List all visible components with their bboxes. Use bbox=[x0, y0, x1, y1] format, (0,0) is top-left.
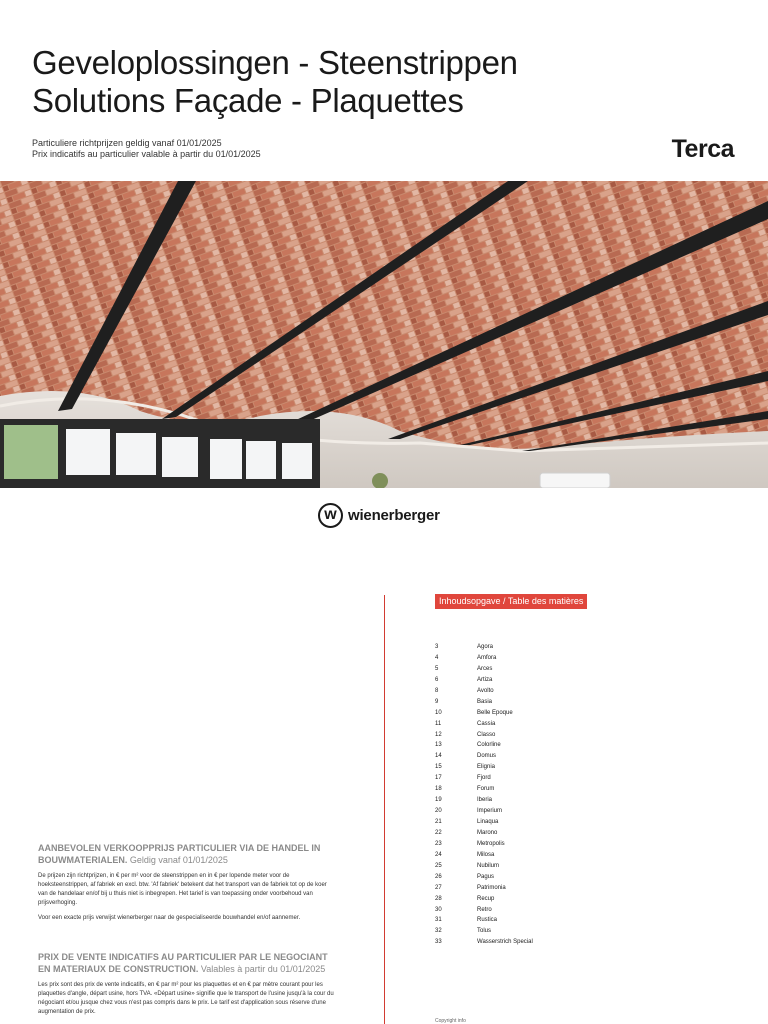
toc-page-number: 8 bbox=[435, 687, 439, 694]
toc-page-number: 14 bbox=[435, 753, 442, 760]
footer-note: Copyright info bbox=[435, 1018, 466, 1024]
toc-item[interactable] bbox=[435, 664, 533, 675]
toc-page-number: 31 bbox=[435, 917, 442, 924]
toc-page-number: 21 bbox=[435, 819, 442, 825]
toc-page-number: 24 bbox=[435, 851, 442, 858]
toc-item-name: Pagus bbox=[477, 873, 495, 880]
toc-item[interactable] bbox=[435, 828, 533, 839]
toc-item[interactable] bbox=[435, 905, 533, 916]
toc-item-name: Amfora bbox=[477, 654, 497, 661]
wienerberger-logo bbox=[318, 502, 440, 528]
toc-item[interactable] bbox=[435, 730, 533, 741]
toc-item[interactable] bbox=[435, 872, 533, 883]
nl-heading bbox=[38, 842, 338, 866]
toc-item[interactable] bbox=[435, 806, 533, 817]
toc-page-number: 4 bbox=[435, 654, 439, 661]
toc-page-number: 23 bbox=[435, 840, 442, 847]
toc-item[interactable] bbox=[435, 817, 533, 828]
toc-page-number: 33 bbox=[435, 939, 442, 946]
toc-page-number: 3 bbox=[435, 644, 439, 650]
nl-heading-validity: Geldig vanaf 01/01/2025 bbox=[129, 855, 228, 865]
toc-item[interactable] bbox=[435, 784, 533, 795]
toc-page-number: 25 bbox=[435, 862, 442, 869]
toc-item[interactable] bbox=[435, 883, 533, 894]
toc-item[interactable] bbox=[435, 850, 533, 861]
toc-item[interactable] bbox=[435, 686, 533, 697]
toc-page-number: 22 bbox=[435, 829, 442, 836]
column-divider bbox=[384, 595, 385, 1024]
toc-item-name: Arces bbox=[477, 665, 493, 672]
nl-paragraph-2: Voor een exacte prijs verwijst wienerberger naar de gespecialiseerde bouwhandel en/of aannemer. bbox=[38, 915, 301, 921]
toc-page-number: 18 bbox=[435, 786, 442, 793]
toc-item[interactable] bbox=[435, 937, 533, 948]
toc-item[interactable] bbox=[435, 894, 533, 905]
toc-item-name: Artiza bbox=[477, 676, 493, 683]
toc-page-number: 13 bbox=[435, 742, 442, 749]
toc-heading: Inhoudsopgave / Table des matières bbox=[435, 594, 587, 609]
toc-page-number: 5 bbox=[435, 665, 439, 672]
toc-item[interactable] bbox=[435, 653, 533, 664]
toc-item[interactable] bbox=[435, 839, 533, 850]
toc-item-name: Basia bbox=[477, 698, 493, 705]
nl-heading-bold: AANBEVOLEN VERKOOPPRIJS PARTICULIER VIA DE HANDEL IN BOUWMATERIALEN. bbox=[38, 843, 321, 865]
toc-page-number: 32 bbox=[435, 928, 442, 935]
toc-item[interactable] bbox=[435, 861, 533, 872]
toc-item-name: Patrimonia bbox=[477, 884, 506, 891]
toc-page-number: 11 bbox=[435, 720, 442, 727]
toc-item-name: Classo bbox=[477, 731, 496, 738]
toc-item-name: Imperium bbox=[477, 808, 503, 815]
toc-item-name: Tolus bbox=[477, 928, 492, 935]
document-title bbox=[32, 44, 672, 120]
toc-page-number: 12 bbox=[435, 731, 442, 738]
fr-price-info bbox=[38, 951, 338, 1017]
fr-heading bbox=[38, 951, 338, 975]
toc-item-name: Milosa bbox=[477, 851, 495, 858]
toc-item[interactable] bbox=[435, 697, 533, 708]
nl-paragraph-1: De prijzen zijn richtprijzen, in € per m² voor de steenstrippen en in € per lopende meter voor de hoeksteenstrippen, af fabriek en excl. btw. 'Af fabriek' betekent dat het transport van de fabriek tot op de koer van de handelaar en/of bij u thuis niet is inbegrepen. Het tarief is van toepassing onder voorbehoud van prijsverhoging. bbox=[38, 873, 327, 906]
toc-item[interactable] bbox=[435, 708, 533, 719]
validity-subtitle bbox=[32, 138, 261, 160]
fr-paragraph-1: Les prix sont des prix de vente indicatifs, en € par m² pour les plaquettes et en € par mètre courant pour les plaquettes d'angle, départ usine, hors TVA. «Départ usine» signifie que le transport de l'usine jusqu'à la cour du négociant et/ou jusque chez vous n'est pas compris dans le prix. Le tarif est d'application sous réserve d'une augmentation de prix. bbox=[38, 982, 334, 1015]
toc-item-name: Domus bbox=[477, 753, 497, 760]
toc-item[interactable] bbox=[435, 926, 533, 937]
toc-page-number: 26 bbox=[435, 873, 442, 880]
toc-item-name: Elignia bbox=[477, 764, 496, 771]
hero-photo-illustration bbox=[0, 181, 768, 488]
toc-item[interactable] bbox=[435, 719, 533, 730]
toc-page-number: 27 bbox=[435, 884, 442, 891]
toc-item-name: Avolto bbox=[477, 687, 494, 694]
title-line-1: Geveloplossingen - Steenstrippen bbox=[32, 44, 518, 81]
toc-item-name: Wasserstrich Special bbox=[477, 939, 533, 946]
toc-item[interactable] bbox=[435, 751, 533, 762]
toc-item-name: Colorline bbox=[477, 742, 501, 749]
toc-page-number: 10 bbox=[435, 709, 442, 716]
toc-page-number: 19 bbox=[435, 797, 442, 804]
toc-item-name: Forum bbox=[477, 786, 495, 793]
toc-page-number: 6 bbox=[435, 676, 439, 683]
toc-page-number: 17 bbox=[435, 775, 442, 782]
toc-item[interactable] bbox=[435, 642, 533, 653]
toc-item-name: Agora bbox=[477, 644, 494, 650]
wienerberger-w-icon: w bbox=[318, 503, 343, 528]
toc-item[interactable] bbox=[435, 773, 533, 784]
toc-page-number: 9 bbox=[435, 698, 439, 705]
table-of-contents bbox=[435, 642, 533, 948]
toc-item[interactable] bbox=[435, 915, 533, 926]
fr-heading-validity: Valables à partir du 01/01/2025 bbox=[200, 964, 326, 974]
hero-brick-vault-photo bbox=[0, 181, 768, 488]
subtitle-line-2: Prix indicatifs au particulier valable à partir du 01/01/2025 bbox=[32, 149, 261, 159]
toc-item-name: Metropolis bbox=[477, 840, 505, 847]
title-line-2: Solutions Façade - Plaquettes bbox=[32, 82, 464, 119]
toc-page-number: 15 bbox=[435, 764, 442, 771]
toc-item[interactable] bbox=[435, 762, 533, 773]
toc-item-name: Iberia bbox=[477, 797, 493, 804]
toc-item[interactable] bbox=[435, 795, 533, 806]
terca-logo: Terca bbox=[671, 135, 734, 163]
toc-item-name: Fjord bbox=[477, 775, 491, 782]
toc-page-number: 30 bbox=[435, 906, 442, 913]
toc-item[interactable] bbox=[435, 675, 533, 686]
toc-item-name: Recup bbox=[477, 895, 495, 902]
nl-price-info bbox=[38, 842, 338, 923]
toc-page-number: 28 bbox=[435, 895, 442, 902]
toc-page-number: 20 bbox=[435, 808, 442, 815]
fr-heading-bold: PRIX DE VENTE INDICATIFS AU PARTICULIER PAR LE NEGOCIANT EN MATERIAUX DE CONSTRUCTION. bbox=[38, 952, 328, 974]
toc-item-name: Belle Epoque bbox=[477, 709, 513, 716]
subtitle-line-1: Particuliere richtprijzen geldig vanaf 01/01/2025 bbox=[32, 138, 222, 148]
toc-item-name: Marono bbox=[477, 829, 498, 836]
toc-item-name: Retro bbox=[477, 906, 492, 913]
toc-item-name: Cassia bbox=[477, 720, 496, 727]
wienerberger-wordmark: wienerberger bbox=[348, 506, 440, 524]
toc-item-name: Rustica bbox=[477, 917, 498, 924]
toc-item-name: Nubilum bbox=[477, 862, 500, 869]
toc-item-name: Linaqua bbox=[477, 819, 499, 825]
toc-item[interactable] bbox=[435, 740, 533, 751]
